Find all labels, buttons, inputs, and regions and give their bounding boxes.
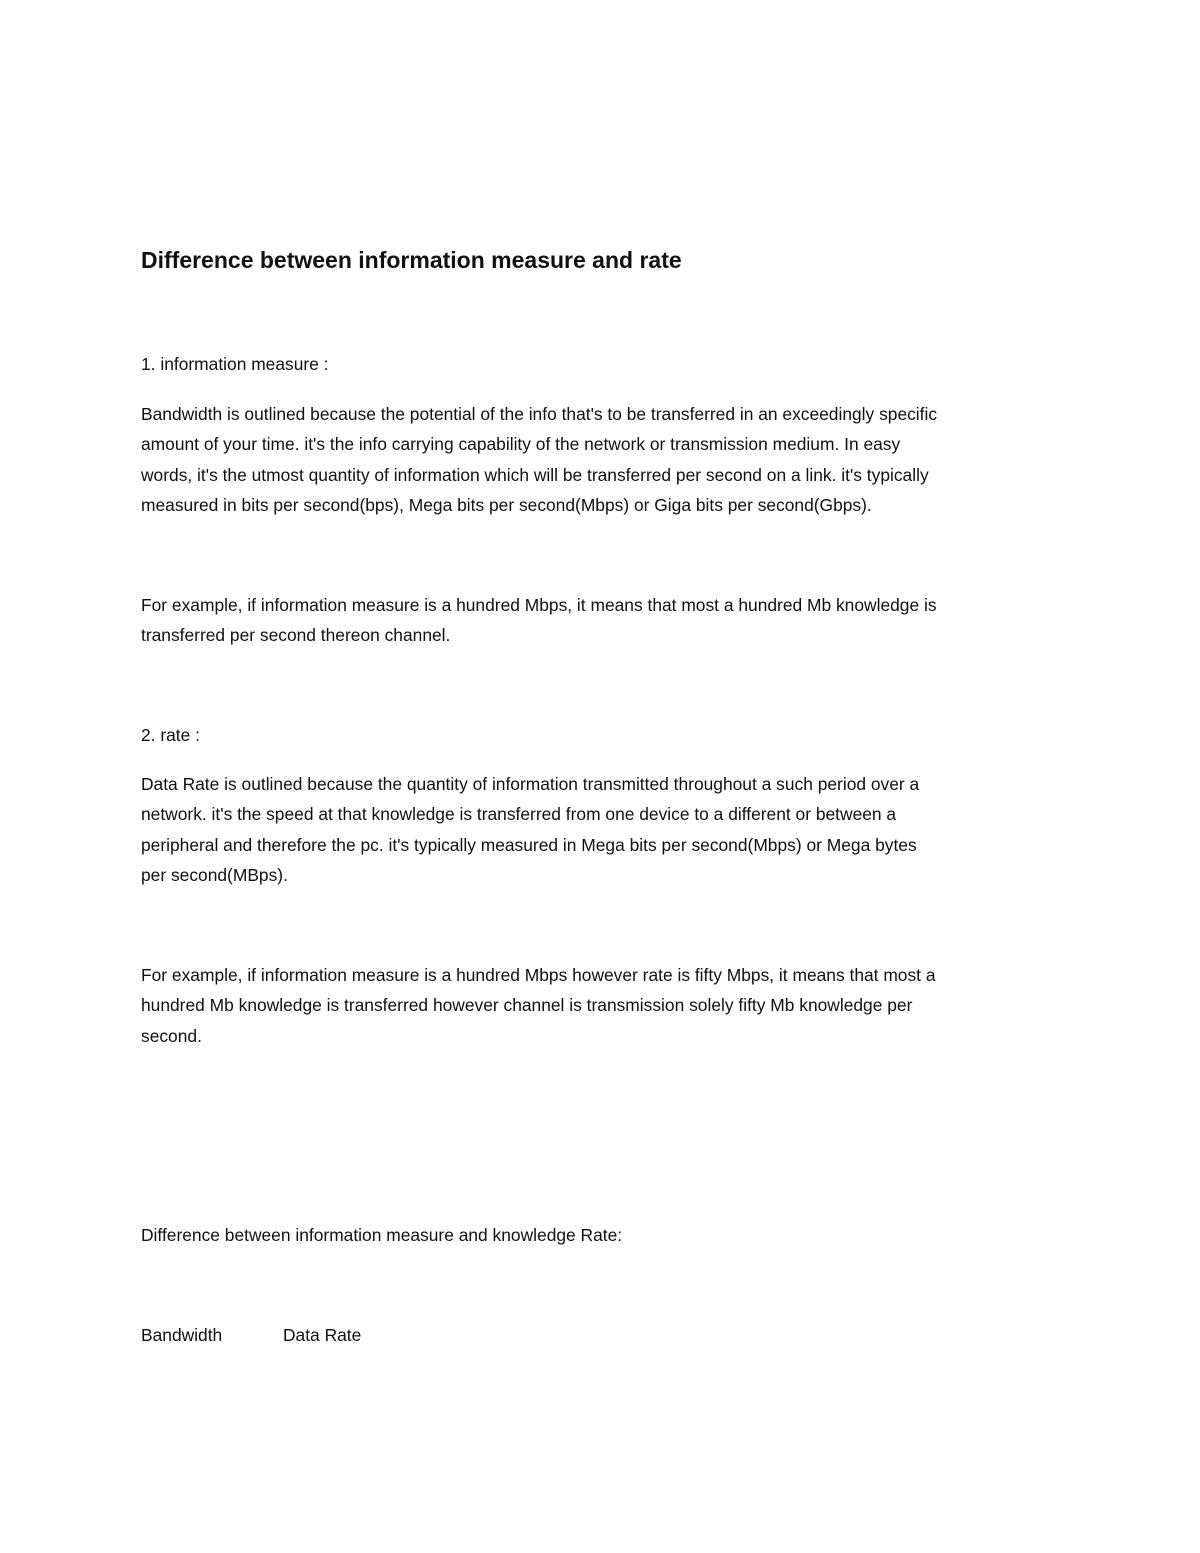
paragraph-line: transferred per second thereon channel.	[141, 625, 451, 646]
paragraph-line: second.	[141, 1025, 202, 1046]
section-2-paragraph-1	[141, 769, 1071, 890]
section-1-heading: 1. information measure :	[141, 354, 329, 374]
section-2-paragraph-2	[141, 960, 1071, 1051]
paragraph-line: For example, if information measure is a hundred Mbps however rate is fifty Mbps, it means that most a	[141, 965, 936, 985]
comparison-heading: Difference between information measure and knowledge Rate:	[141, 1225, 623, 1245]
paragraph-line: hundred Mb knowledge is transferred however channel is transmission solely fifty Mb knowledge per	[141, 995, 913, 1016]
paragraph-line: words, it's the utmost quantity of information which will be transferred per second on a link. it's typically	[141, 464, 929, 485]
document-title: Difference between information measure and rate	[141, 247, 682, 273]
paragraph-line: Data Rate is outlined because the quantity of information transmitted throughout a such period over a	[141, 774, 920, 794]
paragraph-line: measured in bits per second(bps), Mega bits per second(Mbps) or Giga bits per second(Gbps).	[141, 494, 872, 515]
paragraph-line: For example, if information measure is a hundred Mbps, it means that most a hundred Mb knowledge is	[141, 595, 937, 615]
column-header-bandwidth: Bandwidth	[141, 1325, 223, 1345]
paragraph-line: network. it's the speed at that knowledge is transferred from one device to a different or between a	[141, 804, 897, 825]
column-header-data-rate: Data Rate	[283, 1325, 362, 1345]
paragraph-line: per second(MBps).	[141, 864, 288, 885]
section-1-paragraph-2	[141, 590, 1071, 651]
comparison-table-header	[141, 1320, 641, 1350]
section-1-paragraph-1	[141, 399, 1071, 520]
paragraph-line: Bandwidth is outlined because the potential of the info that's to be transferred in an exceedingly specific	[141, 404, 938, 424]
section-2-heading: 2. rate :	[141, 725, 200, 745]
paragraph-line: peripheral and therefore the pc. it's typically measured in Mega bits per second(Mbps) or Mega bytes	[141, 834, 917, 855]
paragraph-line: amount of your time. it's the info carrying capability of the network or transmission medium. In easy	[141, 434, 901, 455]
